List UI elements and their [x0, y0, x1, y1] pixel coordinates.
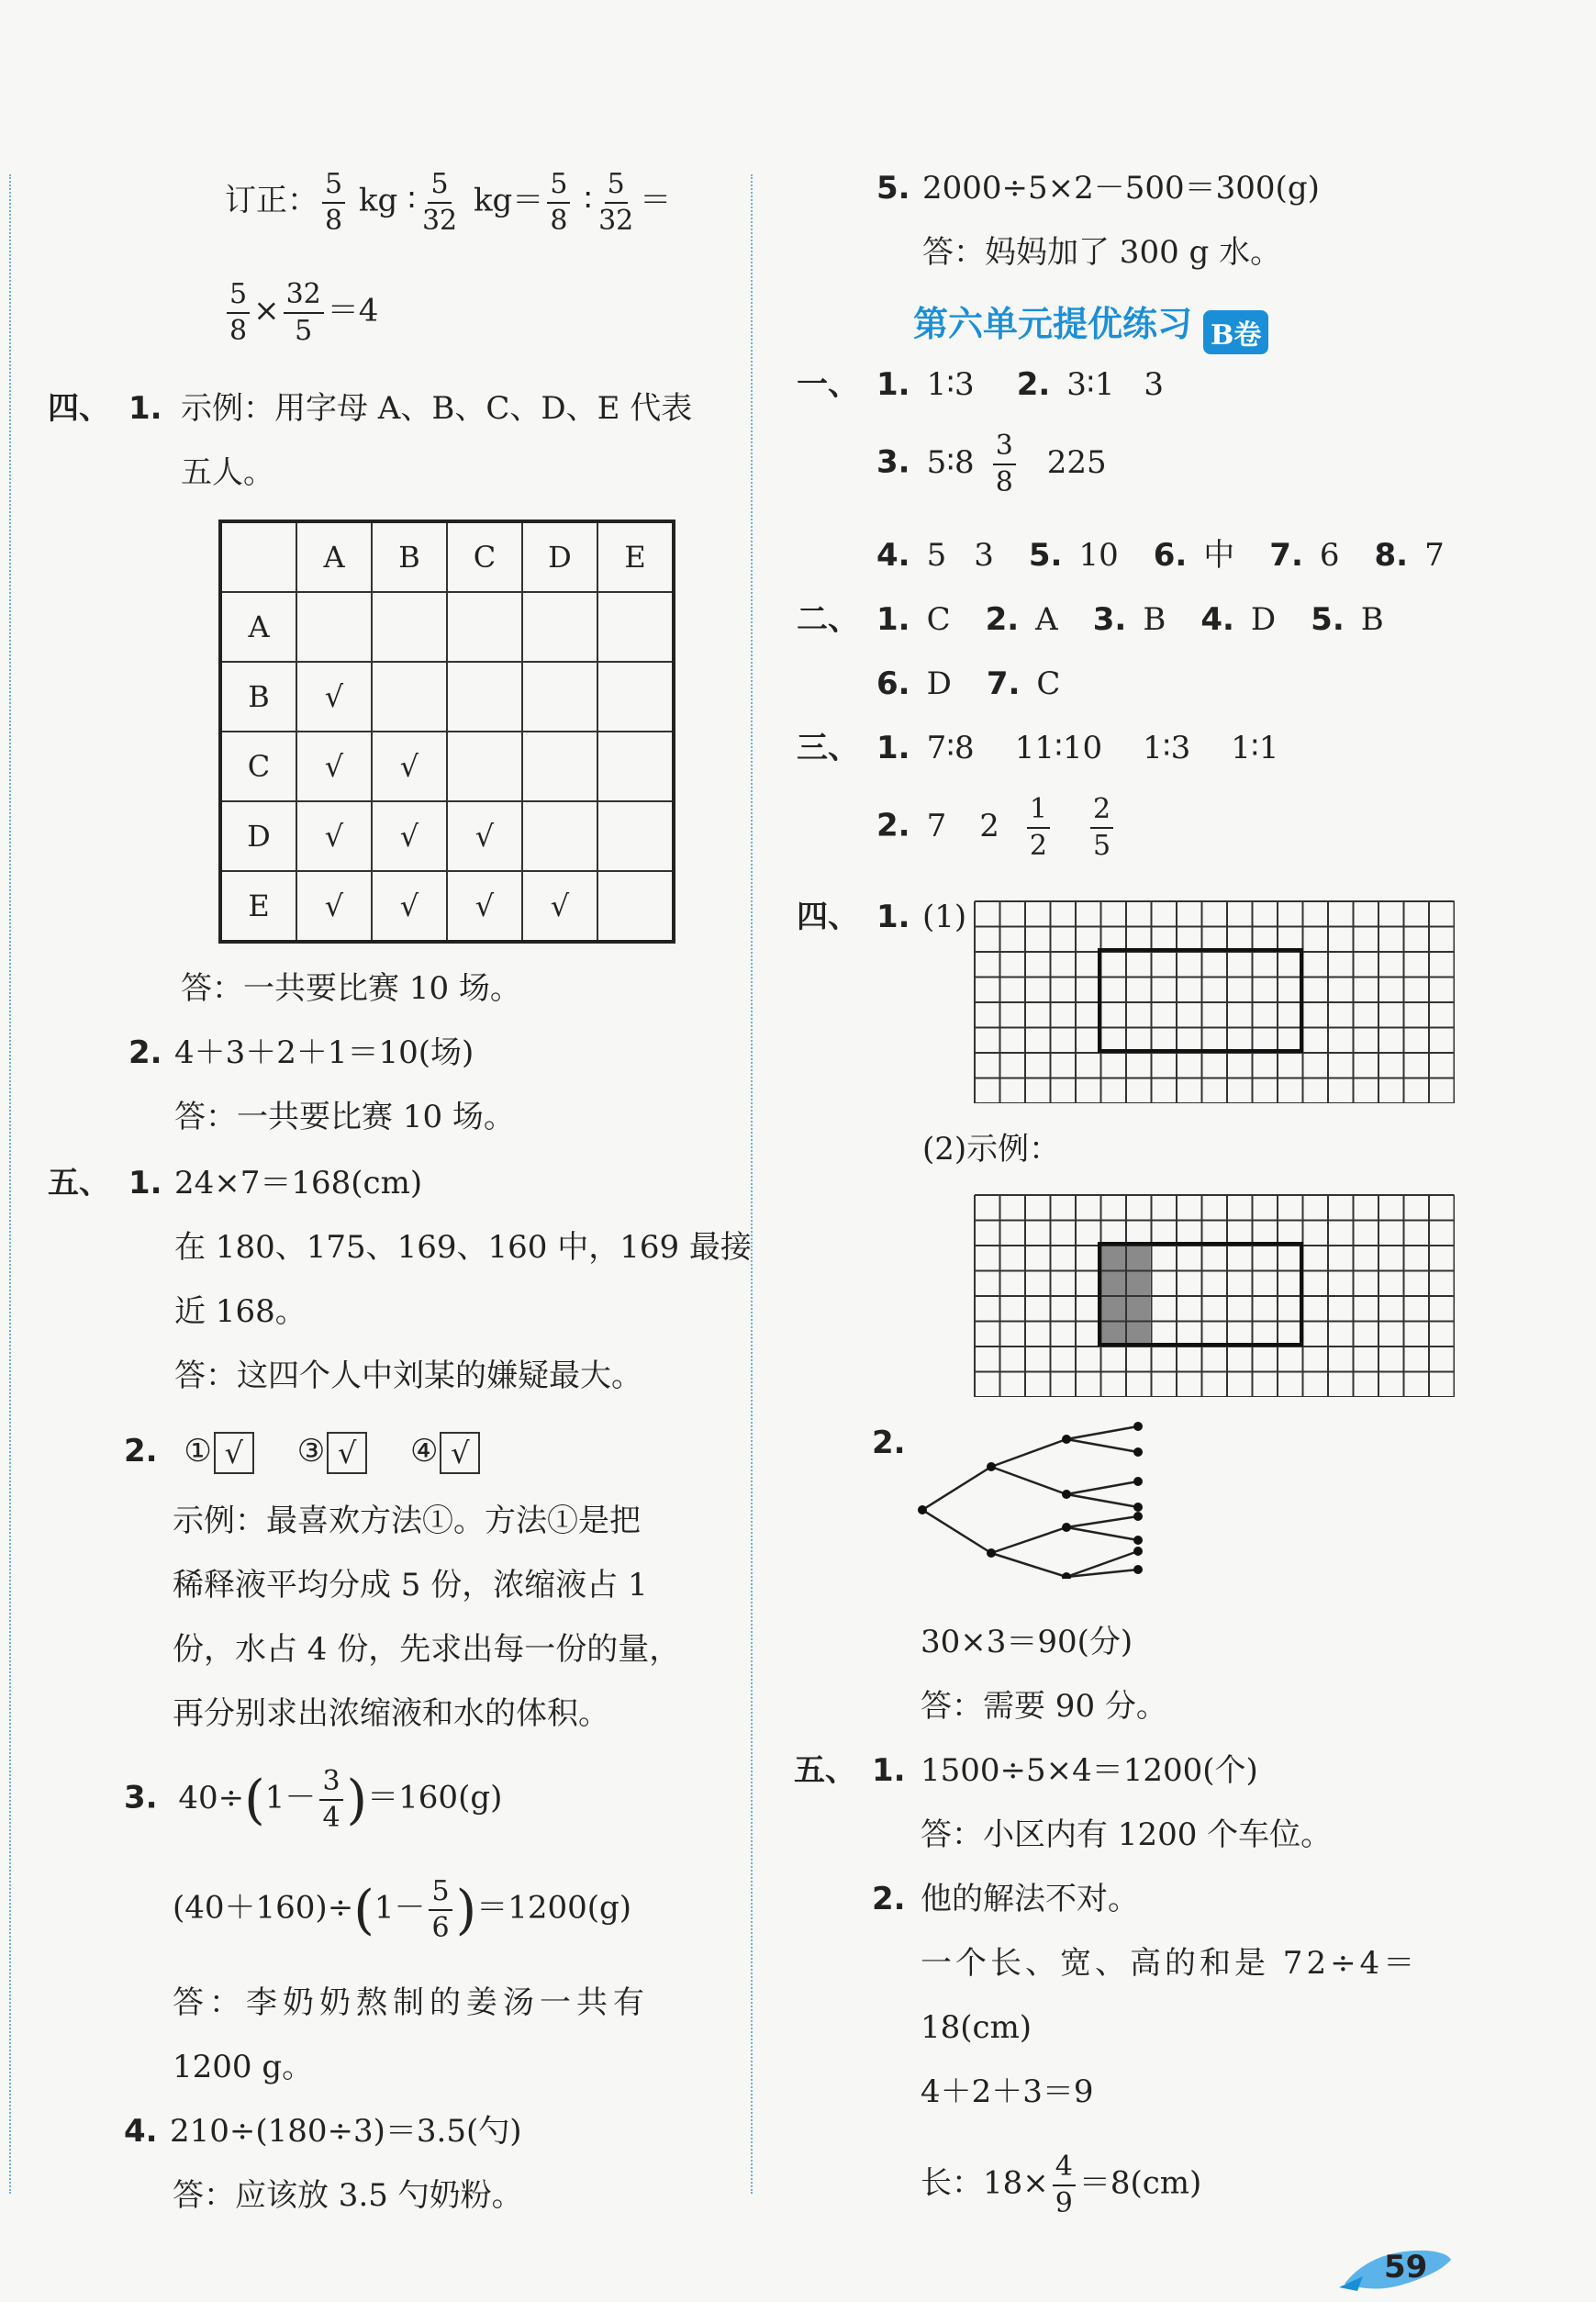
equation-part: (40＋160)÷: [173, 1889, 354, 1927]
table-cell: √: [296, 732, 372, 801]
question-text: 五人。: [181, 454, 274, 491]
answer-row: 2. 7 2 $\frac{1}{2}$ $\frac{2}{5}$: [876, 795, 1117, 860]
question-number: 1.: [872, 1752, 906, 1789]
answer-text: 答：一共要比赛 10 场。: [181, 970, 521, 1007]
equation-line: (40＋160)÷(1－ $\frac{5}{6}$ )＝1200(g): [173, 1875, 632, 1944]
fraction: $\frac{3}{8}$: [993, 431, 1016, 497]
table-cell: √: [447, 871, 522, 942]
table-cell: [597, 662, 674, 732]
method-3-label: ③: [296, 1433, 326, 1469]
table-cell: E: [220, 871, 296, 942]
table-cell: C: [220, 732, 296, 801]
answer-text: 答：应该放 3.5 勺奶粉。: [173, 2177, 523, 2214]
tree-node: [1133, 1536, 1143, 1545]
table-cell: [522, 801, 597, 871]
tree-node: [1133, 1512, 1143, 1521]
answer-row: 6. D 7. C: [876, 665, 1061, 702]
answer-row: 1. 7∶8 11∶10 1∶3 1∶1: [876, 730, 1279, 766]
right-section-5-label: 五、: [794, 1752, 856, 1789]
answer-text: 答：妈妈加了 300 g 水。: [922, 234, 1282, 271]
section-badge: B卷: [1203, 310, 1268, 354]
explanation-text: 在 180、175、169、160 中，169 最接: [174, 1229, 752, 1266]
left-section-4-label: 四、: [48, 390, 110, 427]
table-cell: √: [522, 871, 597, 942]
page-number: 59: [1384, 2249, 1428, 2285]
equation-line: [921, 2152, 1201, 2218]
right-section-3-label: 三、: [797, 730, 859, 766]
grid-lines: [975, 901, 1455, 1103]
tree-node: [1062, 1523, 1071, 1532]
table-cell: [372, 592, 447, 662]
grid-lines: [975, 1195, 1455, 1397]
shaded-rectangle: [1099, 1244, 1150, 1345]
answer-text: 答：小区内有 1200 个车位。: [921, 1816, 1333, 1853]
table-cell: [597, 592, 674, 662]
table-cell: [597, 871, 674, 942]
table-cell: [522, 732, 597, 801]
equation-text: 4＋2＋3＝9: [921, 2073, 1094, 2110]
equation-part: ＝160(g): [367, 1779, 503, 1816]
answer-row: 3. 5∶8 $\frac{3}{8}$ 225: [876, 430, 1107, 498]
equation-text: 24×7＝168(cm): [174, 1165, 423, 1201]
table-cell: [447, 592, 522, 662]
tree-node: [987, 1548, 996, 1558]
answer-row: 1. C 2. A 3. B 4. D 5. B: [876, 601, 1384, 638]
table-cell: √: [447, 801, 522, 871]
table-cell: √: [372, 801, 447, 871]
question-number: 2.: [124, 1433, 158, 1469]
equation-text: 30×3＝90(分): [921, 1624, 1133, 1660]
section-title: [913, 296, 1268, 354]
table-cell: [522, 662, 597, 732]
question-number: 2.: [872, 1881, 906, 1917]
correction-line-2: [223, 280, 378, 345]
answer-text: 答：这四个人中刘某的嫌疑最大。: [174, 1358, 642, 1394]
check-box: √: [327, 1432, 367, 1474]
unit-text: kg＝: [473, 182, 544, 219]
question-number: 1.: [128, 390, 162, 427]
method-choice-line: [124, 1432, 480, 1474]
table-cell: [220, 521, 296, 592]
table-row: [220, 732, 674, 801]
question-number: 2.: [872, 1425, 906, 1461]
fraction: $\frac{1}{2}$: [1027, 795, 1050, 860]
question-number: 2.: [128, 1034, 162, 1071]
method-1-label: ①: [184, 1433, 212, 1469]
result: ＝4: [327, 292, 379, 330]
answer-text: 答：需要 90 分。: [921, 1688, 1167, 1725]
table-cell: [522, 592, 597, 662]
answer-row: 1. 1∶3 2. 3∶1 3: [876, 366, 1165, 403]
fraction: $\frac{5}{32}$: [598, 168, 634, 237]
table-cell: [447, 732, 522, 801]
table-cell: D: [522, 521, 597, 592]
equation-part: 40÷: [178, 1779, 245, 1816]
tree-node: [987, 1462, 996, 1471]
rectangle-shape: [1099, 950, 1301, 1051]
left-section-5-label: 五、: [48, 1165, 110, 1201]
grid-figure-2: [973, 1193, 1455, 1397]
grid-figure-1: [973, 900, 1455, 1103]
tree-node: [1062, 1490, 1071, 1499]
right-section-4-label: 四、: [797, 899, 859, 935]
fraction: $\frac{32}{5}$: [284, 280, 324, 345]
equals: ＝: [640, 182, 672, 219]
right-section-1-label: 一、: [797, 366, 859, 403]
answer-text: 答：一共要比赛 10 场。: [174, 1099, 515, 1135]
tree-node: [1133, 1422, 1143, 1431]
tree-node: [1133, 1477, 1143, 1486]
table-cell: [447, 662, 522, 732]
equation-text: 4＋3＋2＋1＝10(场): [174, 1034, 474, 1071]
method-4-label: ④: [409, 1433, 439, 1469]
table-cell: [597, 801, 674, 871]
answer-text: 1200 g。: [173, 2049, 314, 2085]
correction-line-1: [225, 170, 671, 235]
equation-part: 长：18×: [921, 2164, 1049, 2202]
tree-node: [1133, 1503, 1143, 1512]
question-number: 3.: [124, 1779, 158, 1816]
table-row: [220, 592, 674, 662]
table-cell: √: [372, 732, 447, 801]
table-cell: √: [372, 871, 447, 942]
tree-node: [1133, 1547, 1143, 1556]
part-label: (1): [922, 899, 967, 935]
question-text: 示例：用字母 A、B、C、D、E 代表: [181, 390, 693, 427]
fraction: $\frac{4}{9}$: [1053, 2152, 1076, 2218]
tree-node: [1133, 1565, 1143, 1574]
answer-text: 答：李奶奶熬制的姜汤一共有: [173, 1984, 650, 2021]
equation-text: 210÷(180÷3)＝3.5(勺): [170, 2113, 522, 2150]
tree-diagram: [909, 1414, 1147, 1579]
fraction: $\frac{5}{8}$: [322, 170, 345, 235]
explanation-text: 18(cm): [921, 2009, 1032, 2046]
tree-node: [918, 1505, 927, 1514]
explanation-text: 份，水占 4 份，先求出每一份的量，: [173, 1631, 681, 1668]
fraction: $\frac{5}{32}$: [421, 168, 458, 237]
table-cell: B: [372, 521, 447, 592]
fraction: $\frac{2}{5}$: [1090, 795, 1113, 860]
fraction: $\frac{3}{4}$: [319, 1767, 342, 1832]
table-cell: [372, 662, 447, 732]
table-cell: [296, 592, 372, 662]
correction-label: 订正：: [225, 182, 318, 219]
left-margin-divider: [9, 174, 11, 2194]
table-cell: √: [296, 662, 372, 732]
fraction: $\frac{5}{8}$: [547, 170, 570, 235]
column-divider: [751, 174, 753, 2194]
table-header-row: [220, 521, 674, 592]
tree-node: [1062, 1572, 1071, 1579]
tree-node: [1133, 1447, 1143, 1457]
table-cell: A: [220, 592, 296, 662]
colon: ∶: [584, 182, 593, 219]
table-cell: E: [597, 521, 674, 592]
table-cell: √: [296, 871, 372, 942]
equation-line: 3. 40÷(1－ $\frac{3}{4}$ )＝160(g): [124, 1765, 503, 1834]
explanation-text: 再分别求出浓缩液和水的体积。: [173, 1695, 609, 1732]
tournament-table: [218, 520, 675, 944]
equation-text: 1500÷5×4＝1200(个): [921, 1752, 1258, 1789]
question-number: 1.: [128, 1165, 162, 1201]
table-cell: [597, 732, 674, 801]
explanation-text: 稀释液平均分成 5 份，浓缩液占 1: [173, 1567, 648, 1604]
explanation-text: 示例：最喜欢方法①。方法①是把: [173, 1503, 641, 1539]
equation-part: ＝8(cm): [1078, 2164, 1202, 2202]
table-cell: √: [296, 801, 372, 871]
check-box: √: [440, 1432, 480, 1474]
check-box: √: [214, 1432, 254, 1474]
explanation-text: 他的解法不对。: [921, 1881, 1139, 1917]
table-cell: B: [220, 662, 296, 732]
question-number: 4.: [124, 2113, 158, 2150]
explanation-text: 近 168。: [174, 1293, 307, 1330]
times: ×: [253, 292, 280, 330]
table-cell: A: [296, 521, 372, 592]
equation-part: 1－: [264, 1779, 317, 1816]
equation-text: 2000÷5×2－500＝300(g): [922, 170, 1320, 207]
section-title-text: 第六单元提优练习: [913, 304, 1193, 344]
unit-text: kg ∶: [358, 182, 416, 219]
right-section-2-label: 二、: [797, 601, 859, 638]
fraction: $\frac{5}{8}$: [227, 280, 250, 345]
question-number: 5.: [876, 170, 910, 207]
equation-part: ＝1200(g): [476, 1889, 632, 1927]
table-row: [220, 662, 674, 732]
table-cell: C: [447, 521, 522, 592]
table-cell: D: [220, 801, 296, 871]
part-label: (2)示例：: [922, 1131, 1061, 1168]
tree-node: [1062, 1435, 1071, 1444]
answer-row: 4. 5 3 5. 10 6. 中 7. 6 8. 7: [876, 537, 1445, 574]
question-number: 1.: [876, 899, 910, 935]
equation-part: 1－: [374, 1889, 426, 1927]
table-row: [220, 801, 674, 871]
explanation-text: 一个长、宽、高的和是 72÷4＝: [921, 1945, 1419, 1982]
fraction: $\frac{5}{6}$: [429, 1877, 452, 1942]
table-row: [220, 871, 674, 942]
